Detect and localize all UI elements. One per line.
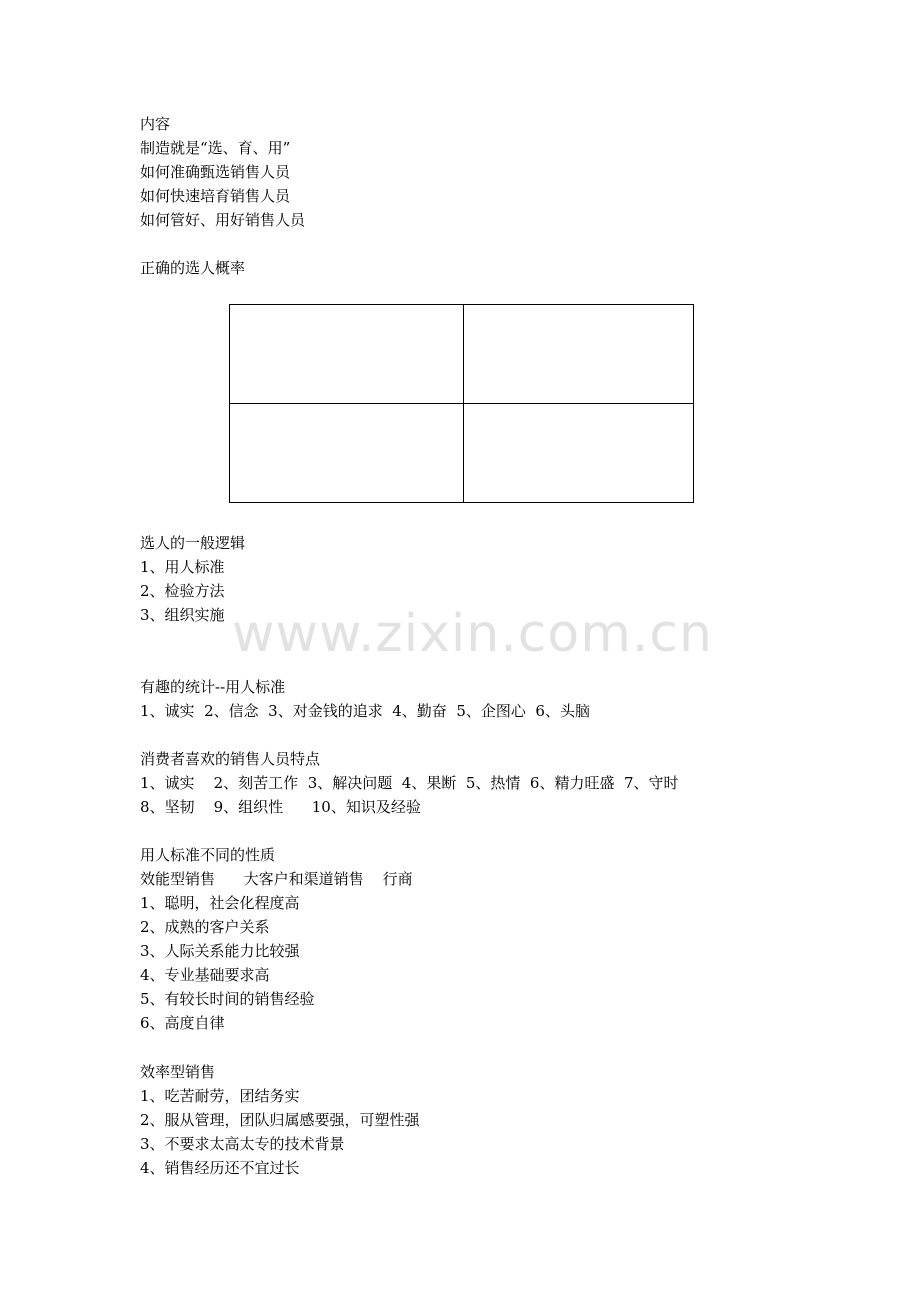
text-line: 如何快速培育销售人员 — [140, 187, 291, 205]
section-heading: 有趣的统计--用人标准 — [140, 678, 286, 696]
section-heading: 效率型销售 — [140, 1063, 216, 1081]
text-line: 3、不要求太高太专的技术背景 — [140, 1135, 345, 1153]
text-line: 内容 — [140, 115, 171, 133]
text-line: 4、专业基础要求高 — [140, 966, 270, 984]
section-heading: 选人的一般逻辑 — [140, 534, 246, 552]
watermark: www.zixin.com.cn — [232, 604, 713, 664]
text-line: 3、人际关系能力比较强 — [140, 942, 300, 960]
section-heading: 用人标准不同的性质 — [140, 846, 276, 864]
text-line: 1、诚实 2、刻苦工作 3、解决问题 4、果断 5、热情 6、精力旺盛 7、守时 — [140, 774, 679, 792]
text-line: 制造就是“选、育、用” — [140, 139, 291, 157]
text-line: 效能型销售 大客户和渠道销售 行商 — [140, 870, 413, 888]
text-line: 2、成熟的客户关系 — [140, 918, 270, 936]
text-line: 6、高度自律 — [140, 1014, 225, 1032]
text-line: 1、吃苦耐劳，团结务实 — [140, 1087, 300, 1105]
text-line: 8、坚韧 9、组织性 10、知识及经验 — [140, 798, 421, 816]
text-line: 2、服从管理，团队归属感要强，可塑性强 — [140, 1111, 420, 1129]
grid-horizontal-divider — [230, 403, 693, 404]
text-line: 1、诚实 2、信念 3、对金钱的追求 4、勤奋 5、企图心 6、头脑 — [140, 702, 590, 720]
text-line: 1、用人标准 — [140, 558, 225, 576]
text-line: 5、有较长时间的销售经验 — [140, 990, 315, 1008]
text-line: 4、销售经历还不宜过长 — [140, 1159, 300, 1177]
section-heading: 正确的选人概率 — [140, 259, 246, 277]
probability-grid — [229, 304, 694, 503]
text-line: 1、聪明，社会化程度高 — [140, 894, 300, 912]
text-line: 如何准确甄选销售人员 — [140, 163, 291, 181]
section-heading: 消费者喜欢的销售人员特点 — [140, 750, 321, 768]
text-line: 如何管好、用好销售人员 — [140, 211, 306, 229]
text-line: 3、组织实施 — [140, 606, 225, 624]
text-line: 2、检验方法 — [140, 582, 225, 600]
